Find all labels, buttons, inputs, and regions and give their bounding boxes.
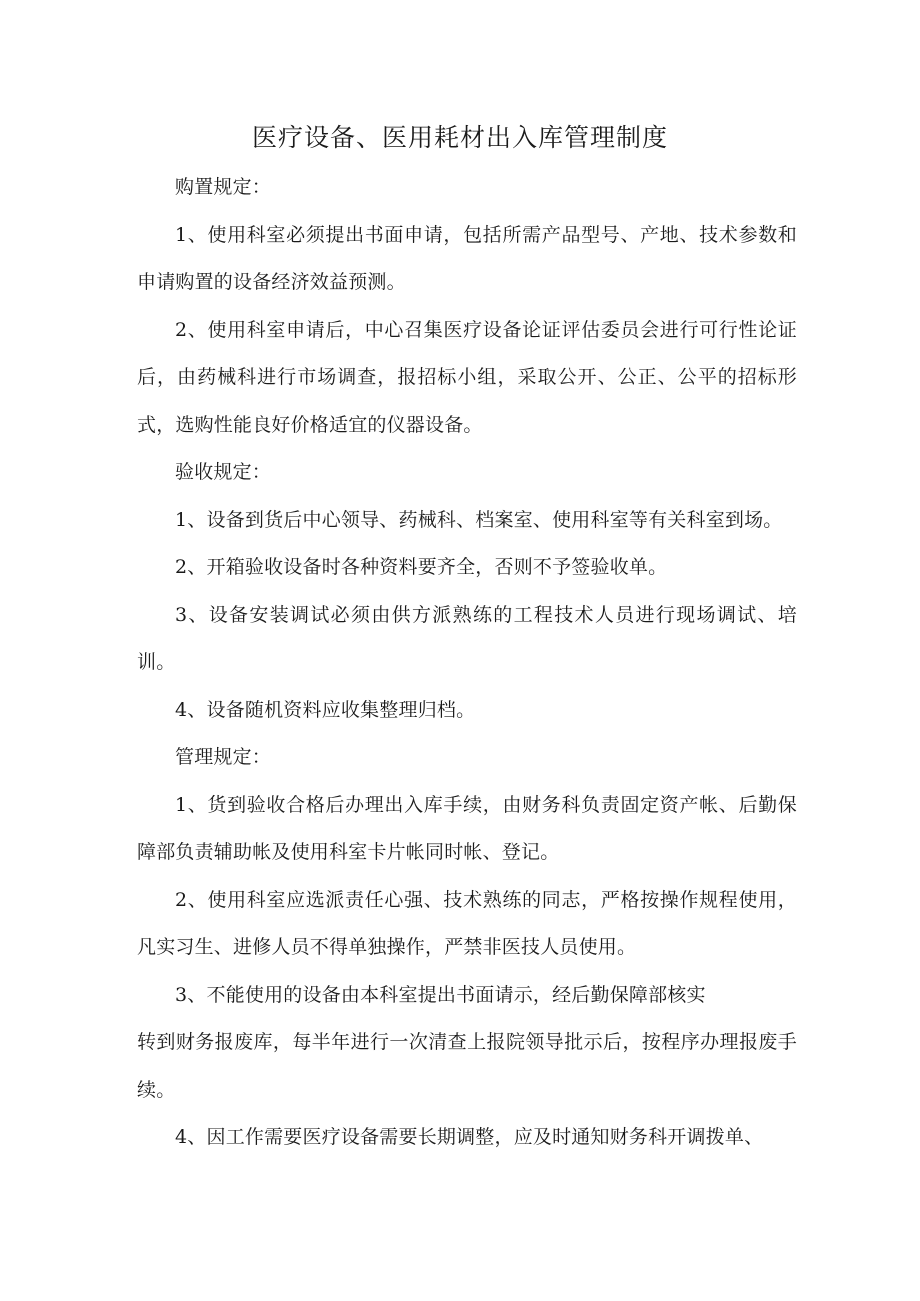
paragraph-continuation: 转到财务报废库，每半年进行一次清查上报院领导批示后，按程序办理报废手续。 [137,1031,797,1101]
section-heading-management: 管理规定： [175,746,272,768]
paragraph: 4、设备随机资料应收集整理归档。 [175,698,476,721]
paragraph: 1、货到验收合格后办理出入库手续，由财务科负责固定资产帐、后勤保障部负责辅助帐及使用科室卡片帐同时帐、登记。 [137,793,797,863]
paragraph: 2、使用科室申请后，中心召集医疗设备论证评估委员会进行可行性论证后，由药械科进行市场调查，报招标小组，采取公开、公正、公平的招标形式，选购性能良好价格适宜的仪器设备。 [137,318,797,436]
document-body [137,164,797,1162]
section-heading-purchase: 购置规定： [175,176,272,198]
paragraph: 3、设备安装调试必须由供方派熟练的工程技术人员进行现场调试、培训。 [137,603,797,673]
paragraph: 2、使用科室应选派责任心强、技术熟练的同志，严格按操作规程使用，凡实习生、进修人员不得单独操作，严禁非医技人员使用。 [137,888,797,958]
paragraph: 1、设备到货后中心领导、药械科、档案室、使用科室等有关科室到场。 [175,508,783,531]
section-heading-acceptance: 验收规定： [175,461,272,483]
paragraph: 3、不能使用的设备由本科室提出书面请示，经后勤保障部核实 [175,983,706,1006]
paragraph: 2、开箱验收设备时各种资料要齐全，否则不予签验收单。 [175,556,668,578]
document-title: 医疗设备、医用耗材出入库管理制度 [251,123,668,152]
paragraph: 4、因工作需要医疗设备需要长期调整，应及时通知财务科开调拨单、 [175,1126,764,1148]
paragraph: 1、使用科室必须提出书面申请，包括所需产品型号、产地、技术参数和申请购置的设备经济效益预测。 [137,223,797,293]
